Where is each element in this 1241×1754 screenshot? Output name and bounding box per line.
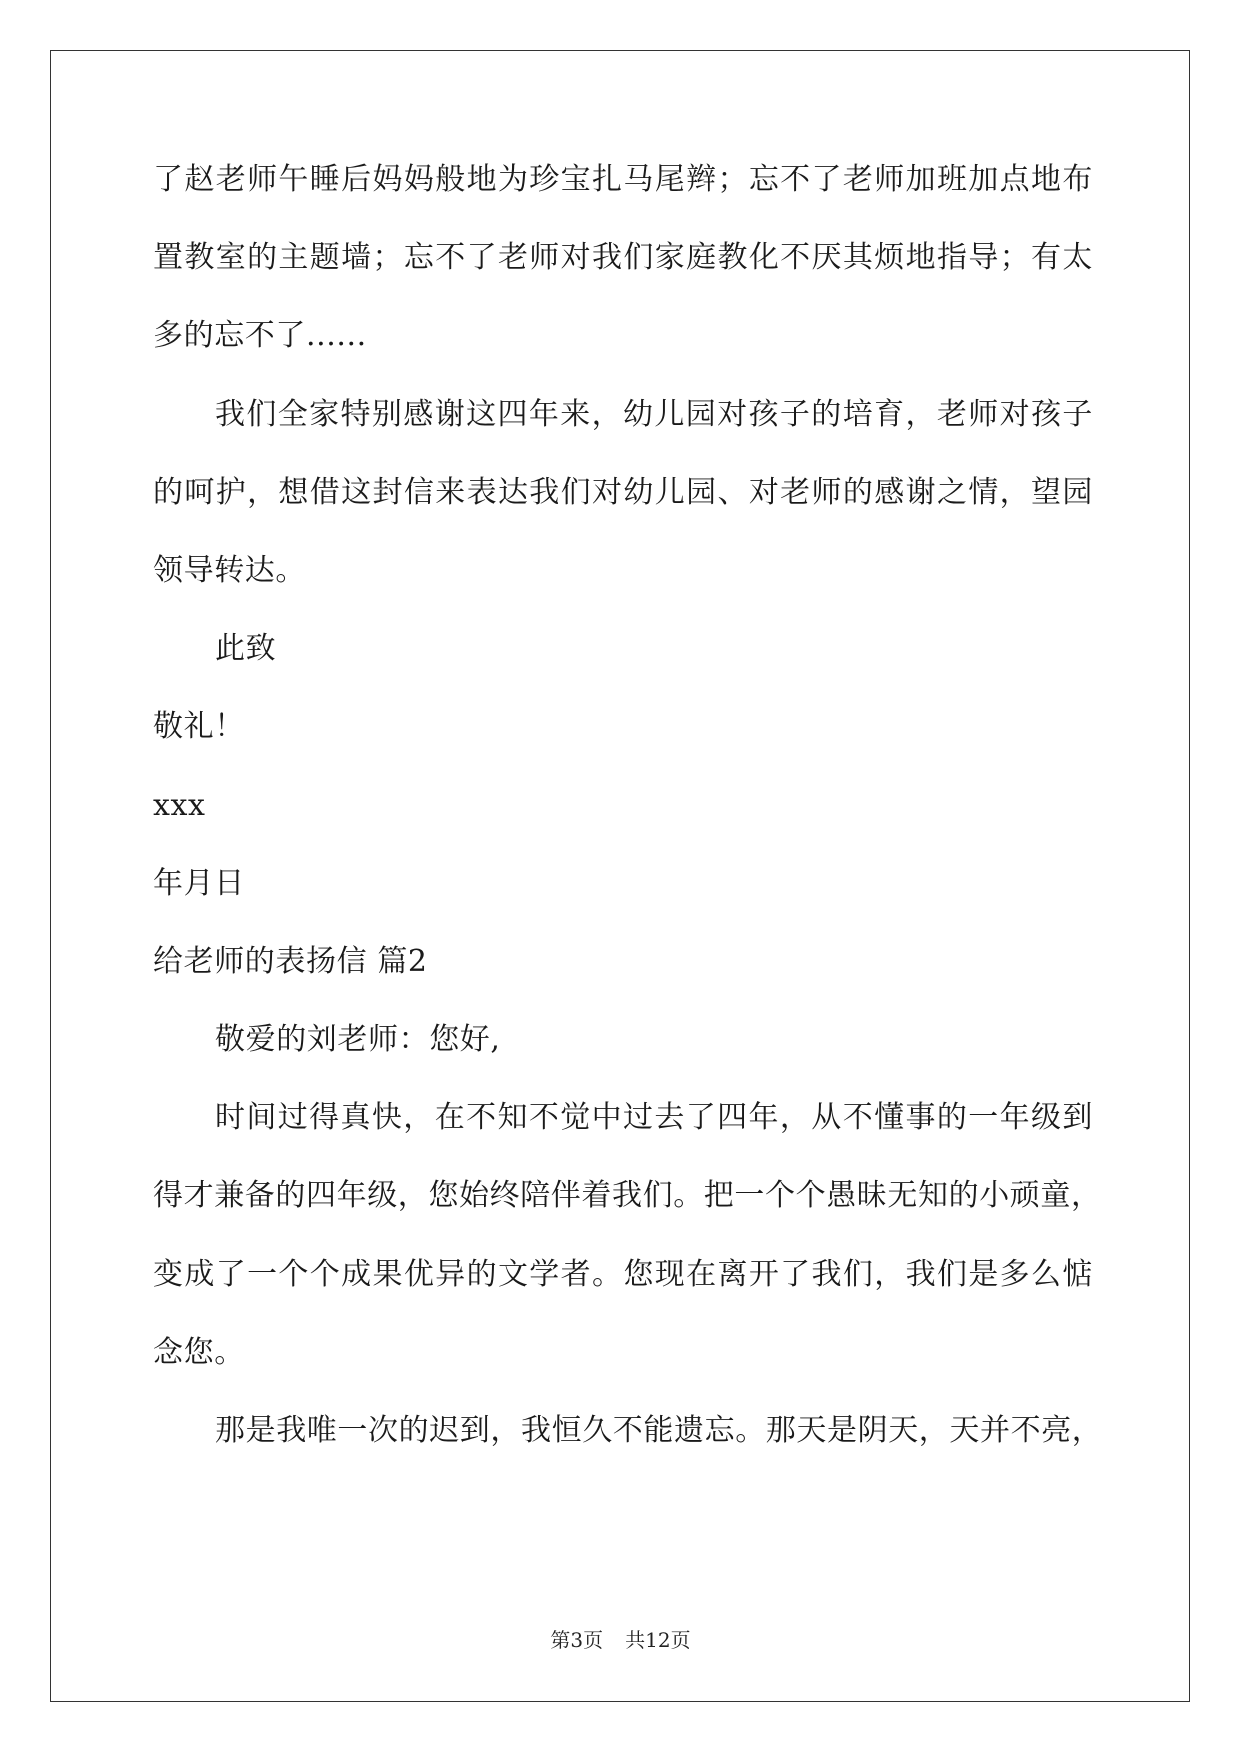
paragraph-line: 我们全家特别感谢这四年来，幼儿园对孩子的培育，老师对孩子 [215,396,1093,432]
page-number: 第3页 [550,1628,604,1652]
salutation-line: 敬礼！ [153,709,245,745]
paragraph-line: 时间过得真快，在不知不觉中过去了四年，从不懂事的一年级到 [215,1100,1093,1136]
page-total: 共12页 [625,1628,691,1652]
section-heading: 给老师的表扬信 篇2 [153,943,428,979]
paragraph-line: 那是我唯一次的迟到，我恒久不能遗忘。那天是阴天，天并不亮， [215,1413,1103,1448]
paragraph-line: 了赵老师午睡后妈妈般地为珍宝扎马尾辫；忘不了老师加班加点地布 [153,162,1093,197]
paragraph-line: 多的忘不了...... [153,318,367,354]
paragraph-line: 置教室的主题墙；忘不了老师对我们家庭教化不厌其烦地指导；有太 [153,240,1093,276]
signature-date: 年月日 [153,865,245,901]
document-body [153,160,1103,1489]
signature-name: xxx [153,787,206,823]
page-footer [0,1628,1241,1652]
paragraph-line: 变成了一个个成果优异的文学者。您现在离开了我们，我们是多么惦 [153,1256,1093,1292]
closing-line: 此致 [215,631,277,667]
paragraph-line: 得才兼备的四年级，您始终陪伴着我们。把一个个愚昧无知的小顽童， [153,1178,1102,1214]
paragraph-line: 领导转达。 [153,552,306,588]
paragraph-line: 念您。 [153,1334,245,1370]
letter-greeting: 敬爱的刘老师：您好, [215,1022,501,1058]
paragraph-line: 的呵护，想借这封信来表达我们对幼儿园、对老师的感谢之情，望园 [153,474,1093,510]
